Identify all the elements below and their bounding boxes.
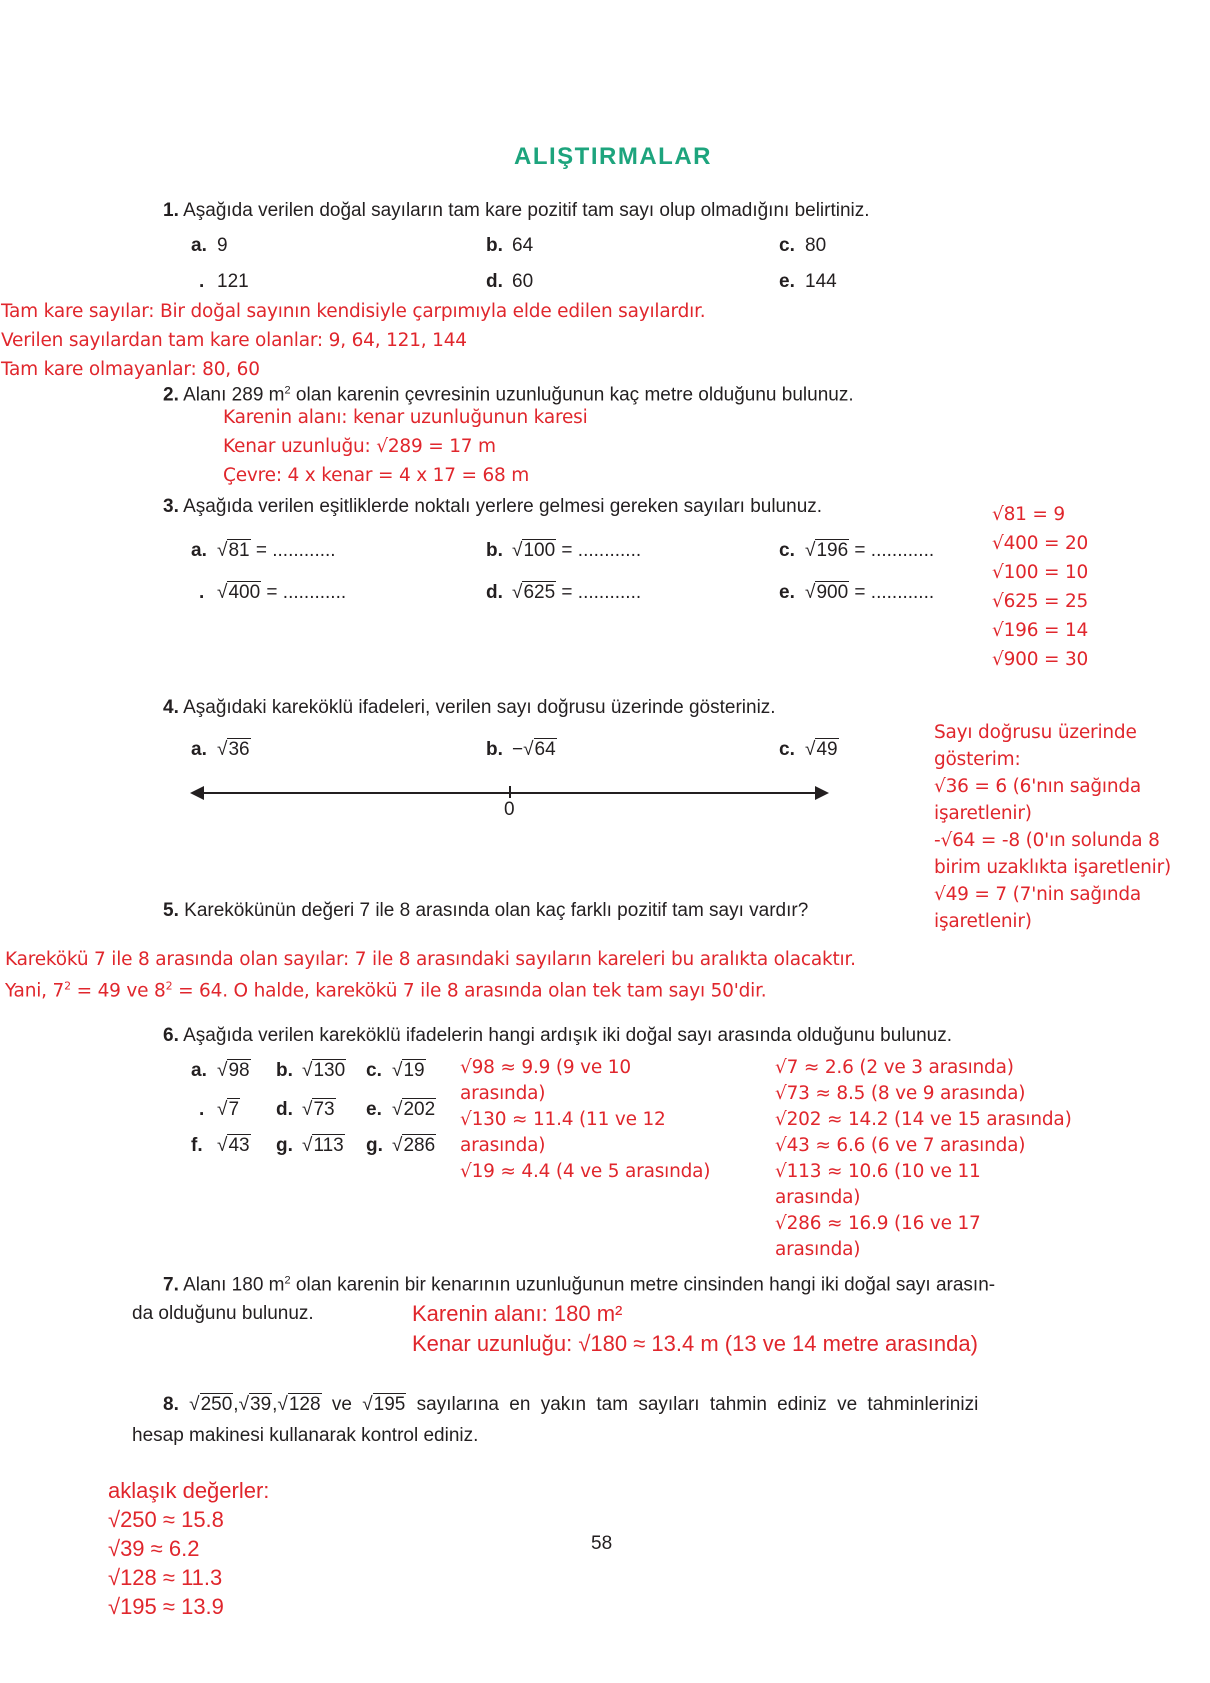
page-title: ALIŞTIRMALAR bbox=[514, 143, 712, 170]
q6-item-c: c. √19 bbox=[366, 1060, 425, 1081]
q2-answer-line: Kenar uzunluğu: √289 = 17 m bbox=[223, 436, 496, 457]
q6-answer-line: √19 ≈ 4.4 (4 ve 5 arasında) bbox=[460, 1161, 711, 1182]
q1-item-c: c. 80 bbox=[779, 235, 827, 256]
q4-answer-line: gösterim: bbox=[934, 749, 1021, 770]
q4-item-a: a. √36 bbox=[191, 739, 250, 760]
q8-answer-line: √195 ≈ 13.9 bbox=[108, 1594, 224, 1619]
q3-answer-line: √625 = 25 bbox=[992, 591, 1089, 612]
q4-item-c: c. √49 bbox=[779, 739, 838, 760]
q1-answer-line: Tam kare olmayanlar: 80, 60 bbox=[1, 359, 260, 380]
q1-answer-line: Tam kare sayılar: Bir doğal sayının kendisiyle çarpımıyla elde edilen sayılardır. bbox=[1, 301, 706, 322]
question-4: 4. Aşağıdaki kareköklü ifadeleri, verilen sayı doğrusu üzerinde gösteriniz. bbox=[163, 697, 776, 718]
q3-answer-line: √100 = 10 bbox=[992, 562, 1089, 583]
q6-item-a: a. √98 bbox=[191, 1060, 250, 1081]
question-5: 5. Karekökünün değeri 7 ile 8 arasında olan kaç farklı pozitif tam sayı vardır? bbox=[163, 900, 809, 921]
q4-answer-line: Sayı doğrusu üzerinde bbox=[934, 722, 1137, 743]
q8-answer-line: √39 ≈ 6.2 bbox=[108, 1536, 200, 1561]
number-line-zero-label: 0 bbox=[504, 799, 515, 820]
q6-answer-line: √113 ≈ 10.6 (10 ve 11 bbox=[775, 1161, 981, 1182]
q6-answer-line: √286 ≈ 16.9 (16 ve 17 bbox=[775, 1213, 981, 1234]
q3-answer-line: √400 = 20 bbox=[992, 533, 1089, 554]
q6-answer-line: √130 ≈ 11.4 (11 ve 12 bbox=[460, 1109, 666, 1130]
q6-answer-line: √98 ≈ 9.9 (9 ve 10 bbox=[460, 1057, 631, 1078]
q4-answer-line: işaretlenir) bbox=[934, 911, 1032, 932]
q6-answer-line: arasında) bbox=[775, 1187, 861, 1208]
q6-item-dot: . √7 bbox=[199, 1099, 240, 1120]
q4-answer-line: √36 = 6 (6'nın sağında bbox=[934, 776, 1142, 797]
q3-item-a: a. √81 = ............ bbox=[191, 540, 336, 561]
q1-item-d: d. 60 bbox=[486, 271, 534, 292]
question-3: 3. Aşağıda verilen eşitliklerde noktalı yerlere gelmesi gereken sayıları bulunuz. bbox=[163, 496, 823, 517]
q6-item-g: g. √113 bbox=[276, 1135, 344, 1156]
q3-item-d: d. √625 = ............ bbox=[486, 582, 642, 603]
q6-answer-line: √73 ≈ 8.5 (8 ve 9 arasında) bbox=[775, 1083, 1026, 1104]
q1-item-e: e. 144 bbox=[779, 271, 837, 292]
q6-answer-line: √43 ≈ 6.6 (6 ve 7 arasında) bbox=[775, 1135, 1026, 1156]
q1-answer-line: Verilen sayılardan tam kare olanlar: 9, 64, 121, 144 bbox=[1, 330, 467, 351]
question-7: 7. Alanı 180 $m^2$ olan karenin bir kenarının uzunluğunun metre cinsinden hangi iki doğal sayı arasın- bbox=[163, 1274, 996, 1296]
q6-item-g2: g. √286 bbox=[366, 1135, 436, 1156]
question-text: Aşağıda verilen doğal sayıların tam kare pozitif tam sayı olup olmadığını belirtiniz. bbox=[183, 200, 870, 221]
q3-item-e: e. √900 = ............ bbox=[779, 582, 935, 603]
q6-item-d: d. √73 bbox=[276, 1099, 335, 1120]
question-number: 1. bbox=[163, 200, 179, 221]
question-6: 6. Aşağıda verilen kareköklü ifadelerin hangi ardışık iki doğal sayı arasında olduğunu bulunuz. bbox=[163, 1025, 953, 1046]
q4-item-b: b. −√64 bbox=[486, 739, 556, 760]
q7-answer-line: Karenin alanı: 180 m² bbox=[412, 1301, 623, 1326]
q1-item-dot: . 121 bbox=[199, 271, 249, 292]
q8-answer-line: √250 ≈ 15.8 bbox=[108, 1507, 224, 1532]
question-8: 8. √250,√39,√128 ve √195 sayılarına en yakın tam sayıları tahmin ediniz ve tahminlerinizi bbox=[163, 1394, 979, 1415]
q6-item-f: f. √43 bbox=[191, 1135, 250, 1156]
q8-answer-line: √128 ≈ 11.3 bbox=[108, 1565, 223, 1590]
page-number: 58 bbox=[591, 1533, 613, 1554]
q3-answer-line: √900 = 30 bbox=[992, 649, 1089, 670]
q4-answer-line: birim uzaklıkta işaretlenir) bbox=[934, 857, 1172, 878]
question-8-line2: hesap makinesi kullanarak kontrol ediniz. bbox=[132, 1425, 479, 1446]
q1-item-a: a. 9 bbox=[191, 235, 228, 256]
q4-answer-line: -√64 = -8 (0'ın solunda 8 bbox=[934, 830, 1160, 851]
q6-item-b: b. √130 bbox=[276, 1060, 346, 1081]
q4-answer-line: işaretlenir) bbox=[934, 803, 1032, 824]
q6-answer-line: √202 ≈ 14.2 (14 ve 15 arasında) bbox=[775, 1109, 1072, 1130]
q6-answer-line: arasında) bbox=[460, 1135, 546, 1156]
question-2: 2. Alanı 289 $m^2$ olan karenin çevresinin uzunluğunun kaç metre olduğunu bulunuz. bbox=[163, 384, 854, 406]
q6-answer-line: arasında) bbox=[775, 1239, 861, 1260]
q3-item-b: b. √100 = ............ bbox=[486, 540, 642, 561]
q2-answer-line: Karenin alanı: kenar uzunluğunun karesi bbox=[223, 407, 588, 428]
q3-item-c: c. √196 = ............ bbox=[779, 540, 935, 561]
question-7-line2: da olduğunu bulunuz. bbox=[132, 1303, 314, 1324]
q3-answer-line: √81 = 9 bbox=[992, 504, 1065, 525]
question-1 bbox=[163, 199, 870, 223]
number-line-right-arrow-icon bbox=[815, 786, 829, 800]
q4-answer-line: √49 = 7 (7'nin sağında bbox=[934, 884, 1142, 905]
q5-answer-line: Yani, $7^2 = 49$ ve $8^2 = 64$. O halde, karekökü 7 ile 8 arasında olan tek tam sayı 50'dir. bbox=[5, 979, 767, 1002]
q3-item-dot: . √400 = ............ bbox=[199, 582, 347, 603]
q5-answer-line: Karekökü 7 ile 8 arasında olan sayılar: 7 ile 8 arasındaki sayıların kareleri bu aralıkta olacaktır. bbox=[5, 949, 856, 970]
q3-answer-line: √196 = 14 bbox=[992, 620, 1089, 641]
q6-answer-line: arasında) bbox=[460, 1083, 546, 1104]
q7-answer-line: Kenar uzunluğu: √180 ≈ 13.4 m (13 ve 14 metre arasında) bbox=[412, 1331, 978, 1356]
q2-answer-line: Çevre: 4 x kenar = 4 x 17 = 68 m bbox=[223, 465, 530, 486]
q8-answer-line: aklaşık değerler: bbox=[108, 1478, 270, 1503]
q1-item-b: b. 64 bbox=[486, 235, 534, 256]
q6-answer-line: √7 ≈ 2.6 (2 ve 3 arasında) bbox=[775, 1057, 1014, 1078]
number-line-zero-tick bbox=[509, 786, 511, 798]
q6-item-e: e. √202 bbox=[366, 1099, 436, 1120]
